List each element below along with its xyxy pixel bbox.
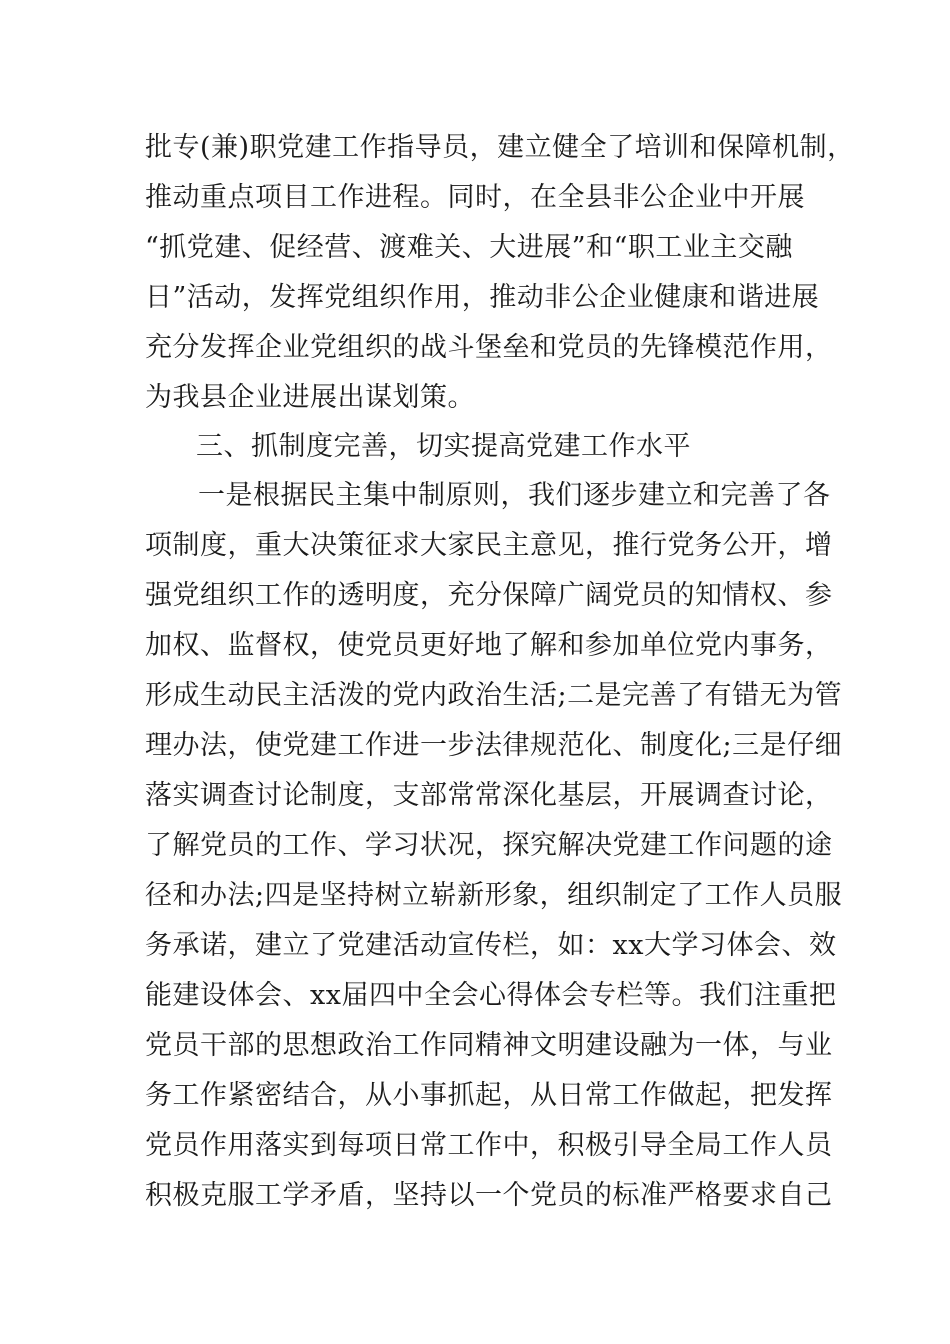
text-line: 能建设体会、xx届四中全会心得体会专栏等。我们注重把 [145, 980, 837, 1011]
text-line: 了解党员的工作、学习状况，探究解决党建工作问题的途 [145, 830, 833, 861]
text-line: 落实调查讨论制度，支部常常深化基层，开展调查讨论， [145, 780, 833, 811]
text-line: 一是根据民主集中制原则，我们逐步建立和完善了各 [198, 480, 831, 511]
text-line: 强党组织工作的透明度，充分保障广阔党员的知情权、参 [145, 580, 833, 611]
text-line: 项制度，重大决策征求大家民主意见，推行党务公开，增 [145, 530, 833, 561]
text-line: 党员作用落实到每项日常工作中，积极引导全局工作人员 [145, 1130, 833, 1161]
text-line: 形成生动民主活泼的党内政治生活;二是完善了有错无为管 [145, 680, 843, 711]
text-line: 推动重点项目工作进程。同时，在全县非公企业中开展 [145, 182, 805, 213]
text-line: 务承诺，建立了党建活动宣传栏，如：xx大学习体会、效 [145, 930, 837, 961]
text-line: “抓党建、促经营、渡难关、大进展”和“职工业主交融 [145, 232, 793, 263]
text-line: 务工作紧密结合，从小事抓起，从日常工作做起，把发挥 [145, 1080, 833, 1111]
text-line: 日”活动，发挥党组织作用，推动非公企业健康和谐进展 [145, 282, 820, 313]
text-line: 为我县企业进展出谋划策。 [145, 382, 475, 413]
section-heading: 三、抓制度完善，切实提高党建工作水平 [196, 431, 691, 462]
text-line: 党员干部的思想政治工作同精神文明建设融为一体，与业 [145, 1030, 833, 1061]
text-line: 充分发挥企业党组织的战斗堡垒和党员的先锋模范作用， [145, 332, 833, 363]
text-line: 批专(兼)职党建工作指导员，建立健全了培训和保障机制， [145, 132, 855, 163]
text-line: 积极克服工学矛盾，坚持以一个党员的标准严格要求自己 [145, 1180, 833, 1211]
text-line: 加权、监督权，使党员更好地了解和参加单位党内事务， [145, 630, 833, 661]
text-line: 理办法，使党建工作进一步法律规范化、制度化;三是仔细 [145, 730, 843, 761]
text-line: 径和办法;四是坚持树立崭新形象，组织制定了工作人员服 [145, 880, 843, 911]
